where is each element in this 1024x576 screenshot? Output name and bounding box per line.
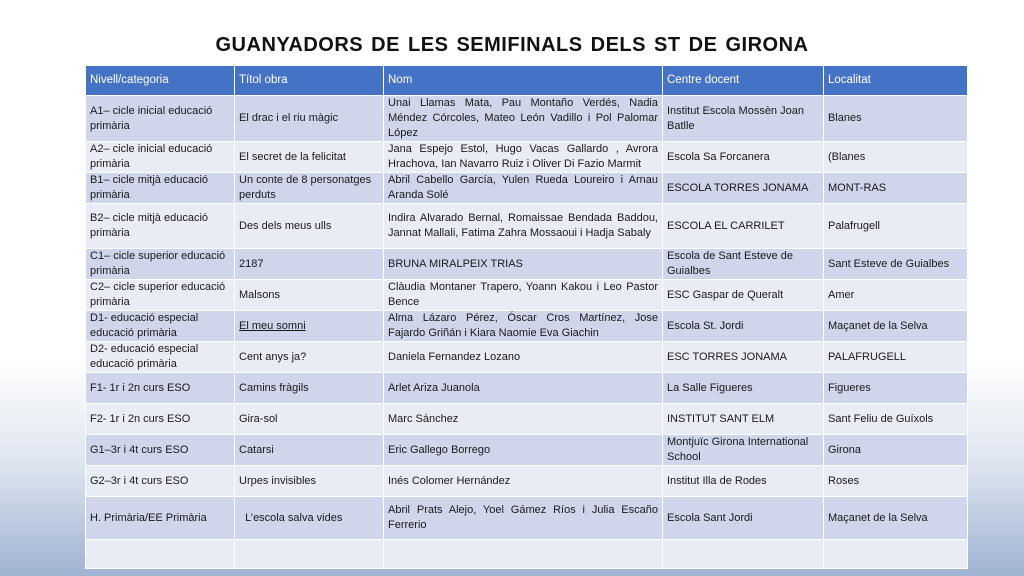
cell-name: BRUNA MIRALPEIX TRIAS [384, 249, 663, 280]
cell-school: ESCOLA EL CARRILET [663, 204, 824, 249]
cell-school: Institut Escola Mossèn Joan Batlle [663, 96, 824, 142]
cell-title [235, 540, 384, 569]
table-row [86, 435, 968, 466]
table-row [86, 466, 968, 497]
cell-school: ESC TORRES JONAMA [663, 342, 824, 373]
table-row [86, 404, 968, 435]
cell-school: Escola Sant Jordi [663, 497, 824, 540]
cell-level: D1- educació especial educació primària [86, 311, 235, 342]
cell-name: Arlet Ariza Juanola [384, 373, 663, 404]
cell-level [86, 540, 235, 569]
cell-title: Catarsi [235, 435, 384, 466]
cell-title: Malsons [235, 280, 384, 311]
cell-school: ESCOLA TORRES JONAMA [663, 173, 824, 204]
table-row [86, 311, 968, 342]
table-row [86, 249, 968, 280]
cell-name: Inés Colomer Hernández [384, 466, 663, 497]
page-title: GUANYADORS DE LES SEMIFINALS DELS ST DE GIRONA [215, 34, 809, 56]
cell-level: G2–3r i 4t curs ESO [86, 466, 235, 497]
cell-title: Gira-sol [235, 404, 384, 435]
header-school: Centre docent [663, 66, 824, 96]
cell-level: C2– cicle superior educació primària [86, 280, 235, 311]
cell-location: Figueres [824, 373, 968, 404]
cell-level: C1– cicle superior educació primària [86, 249, 235, 280]
cell-title: Cent anys ja? [235, 342, 384, 373]
cell-name: Jana Espejo Estol, Hugo Vacas Gallardo , Avrora Hrachova, Ian Navarro Ruiz i Oliver Di Fazio Marmit [384, 142, 663, 173]
cell-location [824, 540, 968, 569]
cell-school: INSTITUT SANT ELM [663, 404, 824, 435]
cell-name [384, 540, 663, 569]
cell-title: L’escola salva vides [235, 497, 384, 540]
cell-school: ESC Gaspar de Queralt [663, 280, 824, 311]
cell-school: Montjuïc Girona International School [663, 435, 824, 466]
table-row [86, 342, 968, 373]
table-header-row [86, 66, 968, 96]
cell-name: Unai Llamas Mata, Pau Montaño Verdés, Nadia Méndez Córcoles, Mateo León Vadillo i Pol Palomar López [384, 96, 663, 142]
cell-location: Roses [824, 466, 968, 497]
cell-title: Camins fràgils [235, 373, 384, 404]
cell-location: Sant Feliu de Guíxols [824, 404, 968, 435]
cell-level: A1– cicle inicial educació primària [86, 96, 235, 142]
winners-table [85, 65, 968, 569]
cell-title: Un conte de 8 personatges perduts [235, 173, 384, 204]
cell-location: Maçanet de la Selva [824, 497, 968, 540]
cell-title: Des dels meus ulls [235, 204, 384, 249]
cell-location: Sant Esteve de Guialbes [824, 249, 968, 280]
cell-level: F2- 1r i 2n curs ESO [86, 404, 235, 435]
cell-school: La Salle Figueres [663, 373, 824, 404]
table-row [86, 173, 968, 204]
cell-location: Blanes [824, 96, 968, 142]
cell-school: Escola Sa Forcanera [663, 142, 824, 173]
cell-name: Eric Gallego Borrego [384, 435, 663, 466]
cell-name: Clàudia Montaner Trapero, Yoann Kakou i Leo Pastor Bence [384, 280, 663, 311]
header-location: Localitat [824, 66, 968, 96]
cell-school: Institut Illa de Rodes [663, 466, 824, 497]
cell-location: MONT-RAS [824, 173, 968, 204]
table-row [86, 204, 968, 249]
cell-level: D2- educació especial educació primària [86, 342, 235, 373]
cell-level: G1–3r i 4t curs ESO [86, 435, 235, 466]
cell-name: Daniela Fernandez Lozano [384, 342, 663, 373]
cell-name: Abril Cabello García, Yulen Rueda Loureiro i Arnau Aranda Solé [384, 173, 663, 204]
header-name: Nom [384, 66, 663, 96]
cell-location: (Blanes [824, 142, 968, 173]
table-row [86, 96, 968, 142]
cell-location: Amer [824, 280, 968, 311]
cell-location: PALAFRUGELL [824, 342, 968, 373]
cell-title: Urpes invisibles [235, 466, 384, 497]
cell-level: F1- 1r i 2n curs ESO [86, 373, 235, 404]
cell-location: Maçanet de la Selva [824, 311, 968, 342]
table-row [86, 142, 968, 173]
cell-title: El drac i el riu màgic [235, 96, 384, 142]
cell-name: Marc Sánchez [384, 404, 663, 435]
cell-name: Indira Alvarado Bernal, Romaissae Bendada Baddou, Jannat Mallali, Fatima Zahra Mossaoui i Hadja Sabaly [384, 204, 663, 249]
cell-level: B2– cicle mitjà educació primària [86, 204, 235, 249]
table-row [86, 373, 968, 404]
header-level: Nivell/categoria [86, 66, 235, 96]
cell-school: Escola St. Jordi [663, 311, 824, 342]
cell-level: A2– cicle inicial educació primària [86, 142, 235, 173]
table-row [86, 497, 968, 540]
cell-location: Palafrugell [824, 204, 968, 249]
cell-level: B1– cicle mitjà educació primària [86, 173, 235, 204]
cell-level: H. Primària/EE Primària [86, 497, 235, 540]
cell-title: El meu somni [235, 311, 384, 342]
cell-name: Abril Prats Alejo, Yoel Gámez Ríos i Julia Escaño Ferrerio [384, 497, 663, 540]
header-title: Títol obra [235, 66, 384, 96]
cell-title: 2187 [235, 249, 384, 280]
cell-name: Alma Lázaro Pérez, Óscar Cros Martínez, Jose Fajardo Griñán i Kiara Naomie Eva Giachin [384, 311, 663, 342]
table-row [86, 280, 968, 311]
cell-title: El secret de la felicitat [235, 142, 384, 173]
cell-location: Girona [824, 435, 968, 466]
cell-school: Escola de Sant Esteve de Guialbes [663, 249, 824, 280]
table-row [86, 540, 968, 569]
cell-school [663, 540, 824, 569]
